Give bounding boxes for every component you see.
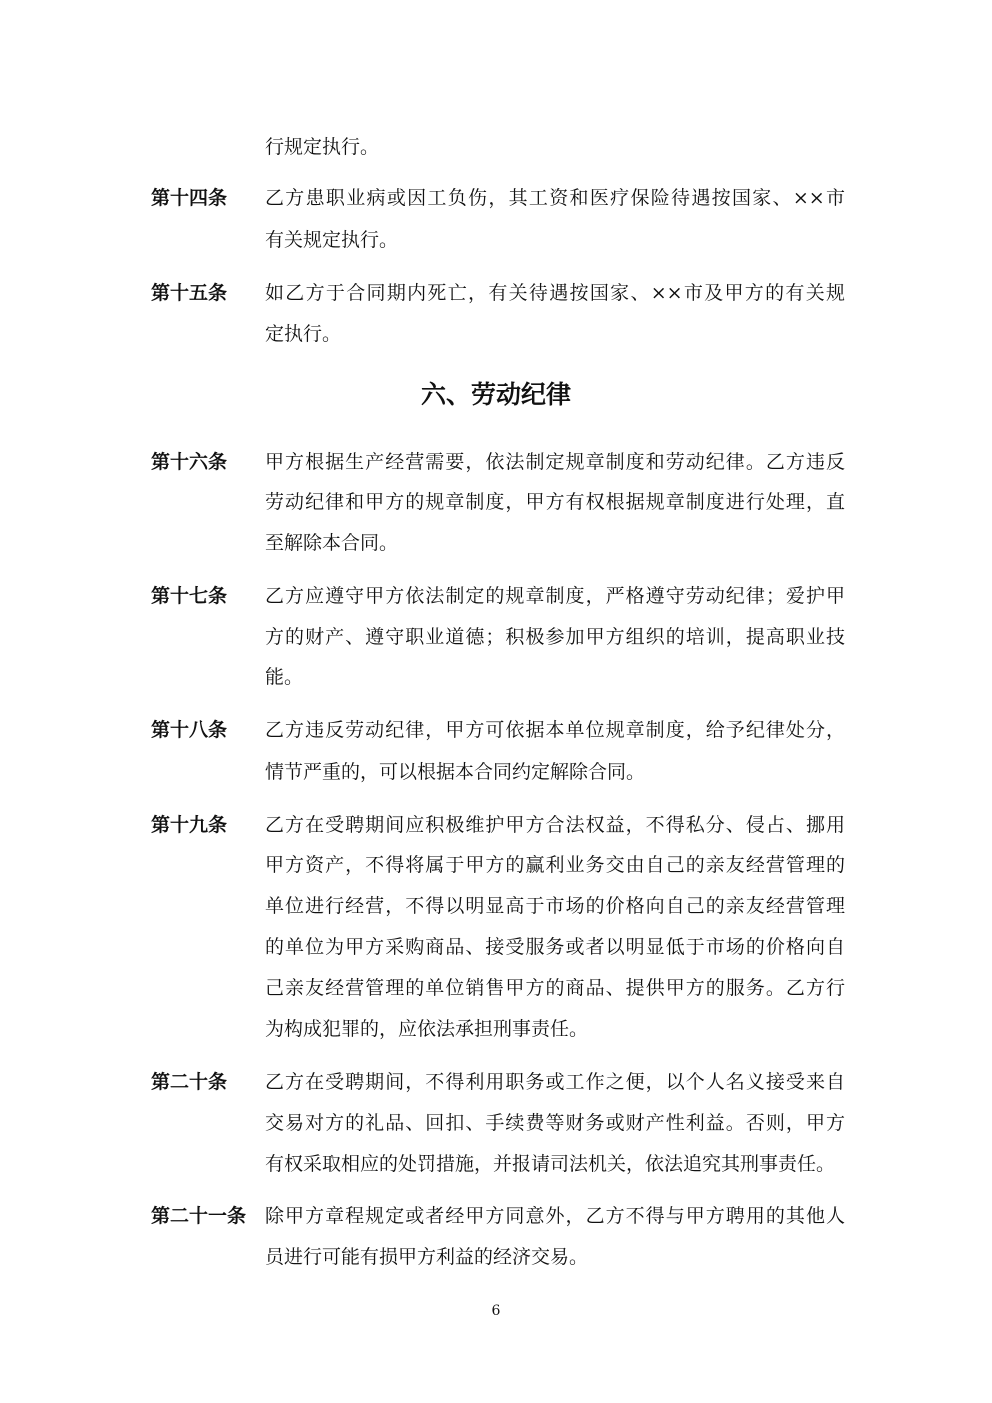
article-line: 方的财产、遵守职业道德；积极参加甲方组织的培训，提高职业技 [265, 626, 845, 648]
article-line: 有权采取相应的处罚措施，并报请司法机关，依法追究其刑事责任。 [265, 1153, 836, 1175]
article-line: 乙方违反劳动纪律，甲方可依据本单位规章制度，给予纪律处分， [265, 719, 845, 741]
article-line: 的单位为甲方采购商品、接受服务或者以明显低于市场的价格向自 [265, 936, 845, 958]
article-line: 情节严重的，可以根据本合同约定解除合同。 [265, 761, 646, 783]
article-line: 劳动纪律和甲方的规章制度，甲方有权根据规章制度进行处理，直 [265, 491, 845, 513]
article-label: 第二十条 [151, 1071, 228, 1093]
article-line: 能。 [265, 666, 304, 688]
section-heading: 六、劳动纪律 [420, 380, 571, 409]
article-label: 第十七条 [151, 585, 228, 607]
page-number: 6 [491, 1303, 501, 1319]
article-line: 如乙方于合同期内死亡，有关待遇按国家、××市及甲方的有关规 [265, 282, 845, 304]
article-label: 第十八条 [151, 719, 228, 741]
article-line: 单位进行经营，不得以明显高于市场的价格向自己的亲友经营管理 [265, 895, 845, 917]
article-label: 第十四条 [151, 187, 228, 209]
article-label: 第十九条 [151, 814, 228, 836]
article-line: 为构成犯罪的，应依法承担刑事责任。 [265, 1018, 589, 1040]
article-line: 乙方在受聘期间应积极维护甲方合法权益，不得私分、侵占、挪用 [265, 814, 845, 836]
article-line: 乙方在受聘期间，不得利用职务或工作之便，以个人名义接受来自 [265, 1071, 845, 1093]
article-line: 己亲友经营管理的单位销售甲方的商品、提供甲方的服务。乙方行 [265, 977, 845, 999]
article-line: 甲方资产，不得将属于甲方的赢利业务交由自己的亲友经营管理的 [265, 854, 845, 876]
article-line: 乙方患职业病或因工负伤，其工资和医疗保险待遇按国家、××市 [265, 187, 845, 209]
article-line: 交易对方的礼品、回扣、手续费等财务或财产性利益。否则，甲方 [265, 1112, 845, 1134]
article-line: 甲方根据生产经营需要，依法制定规章制度和劳动纪律。乙方违反 [265, 451, 845, 473]
article-line: 除甲方章程规定或者经甲方同意外，乙方不得与甲方聘用的其他人 [265, 1205, 845, 1227]
article-line: 定执行。 [265, 323, 342, 345]
article-label: 第二十一条 [151, 1205, 247, 1227]
continuation-line: 行规定执行。 [265, 136, 380, 158]
article-label: 第十六条 [151, 451, 228, 473]
article-line: 有关规定执行。 [265, 229, 399, 251]
article-label: 第十五条 [151, 282, 228, 304]
article-line: 员进行可能有损甲方利益的经济交易。 [265, 1246, 589, 1268]
article-line: 至解除本合同。 [265, 532, 399, 554]
article-line: 乙方应遵守甲方依法制定的规章制度，严格遵守劳动纪律；爱护甲 [265, 585, 845, 607]
